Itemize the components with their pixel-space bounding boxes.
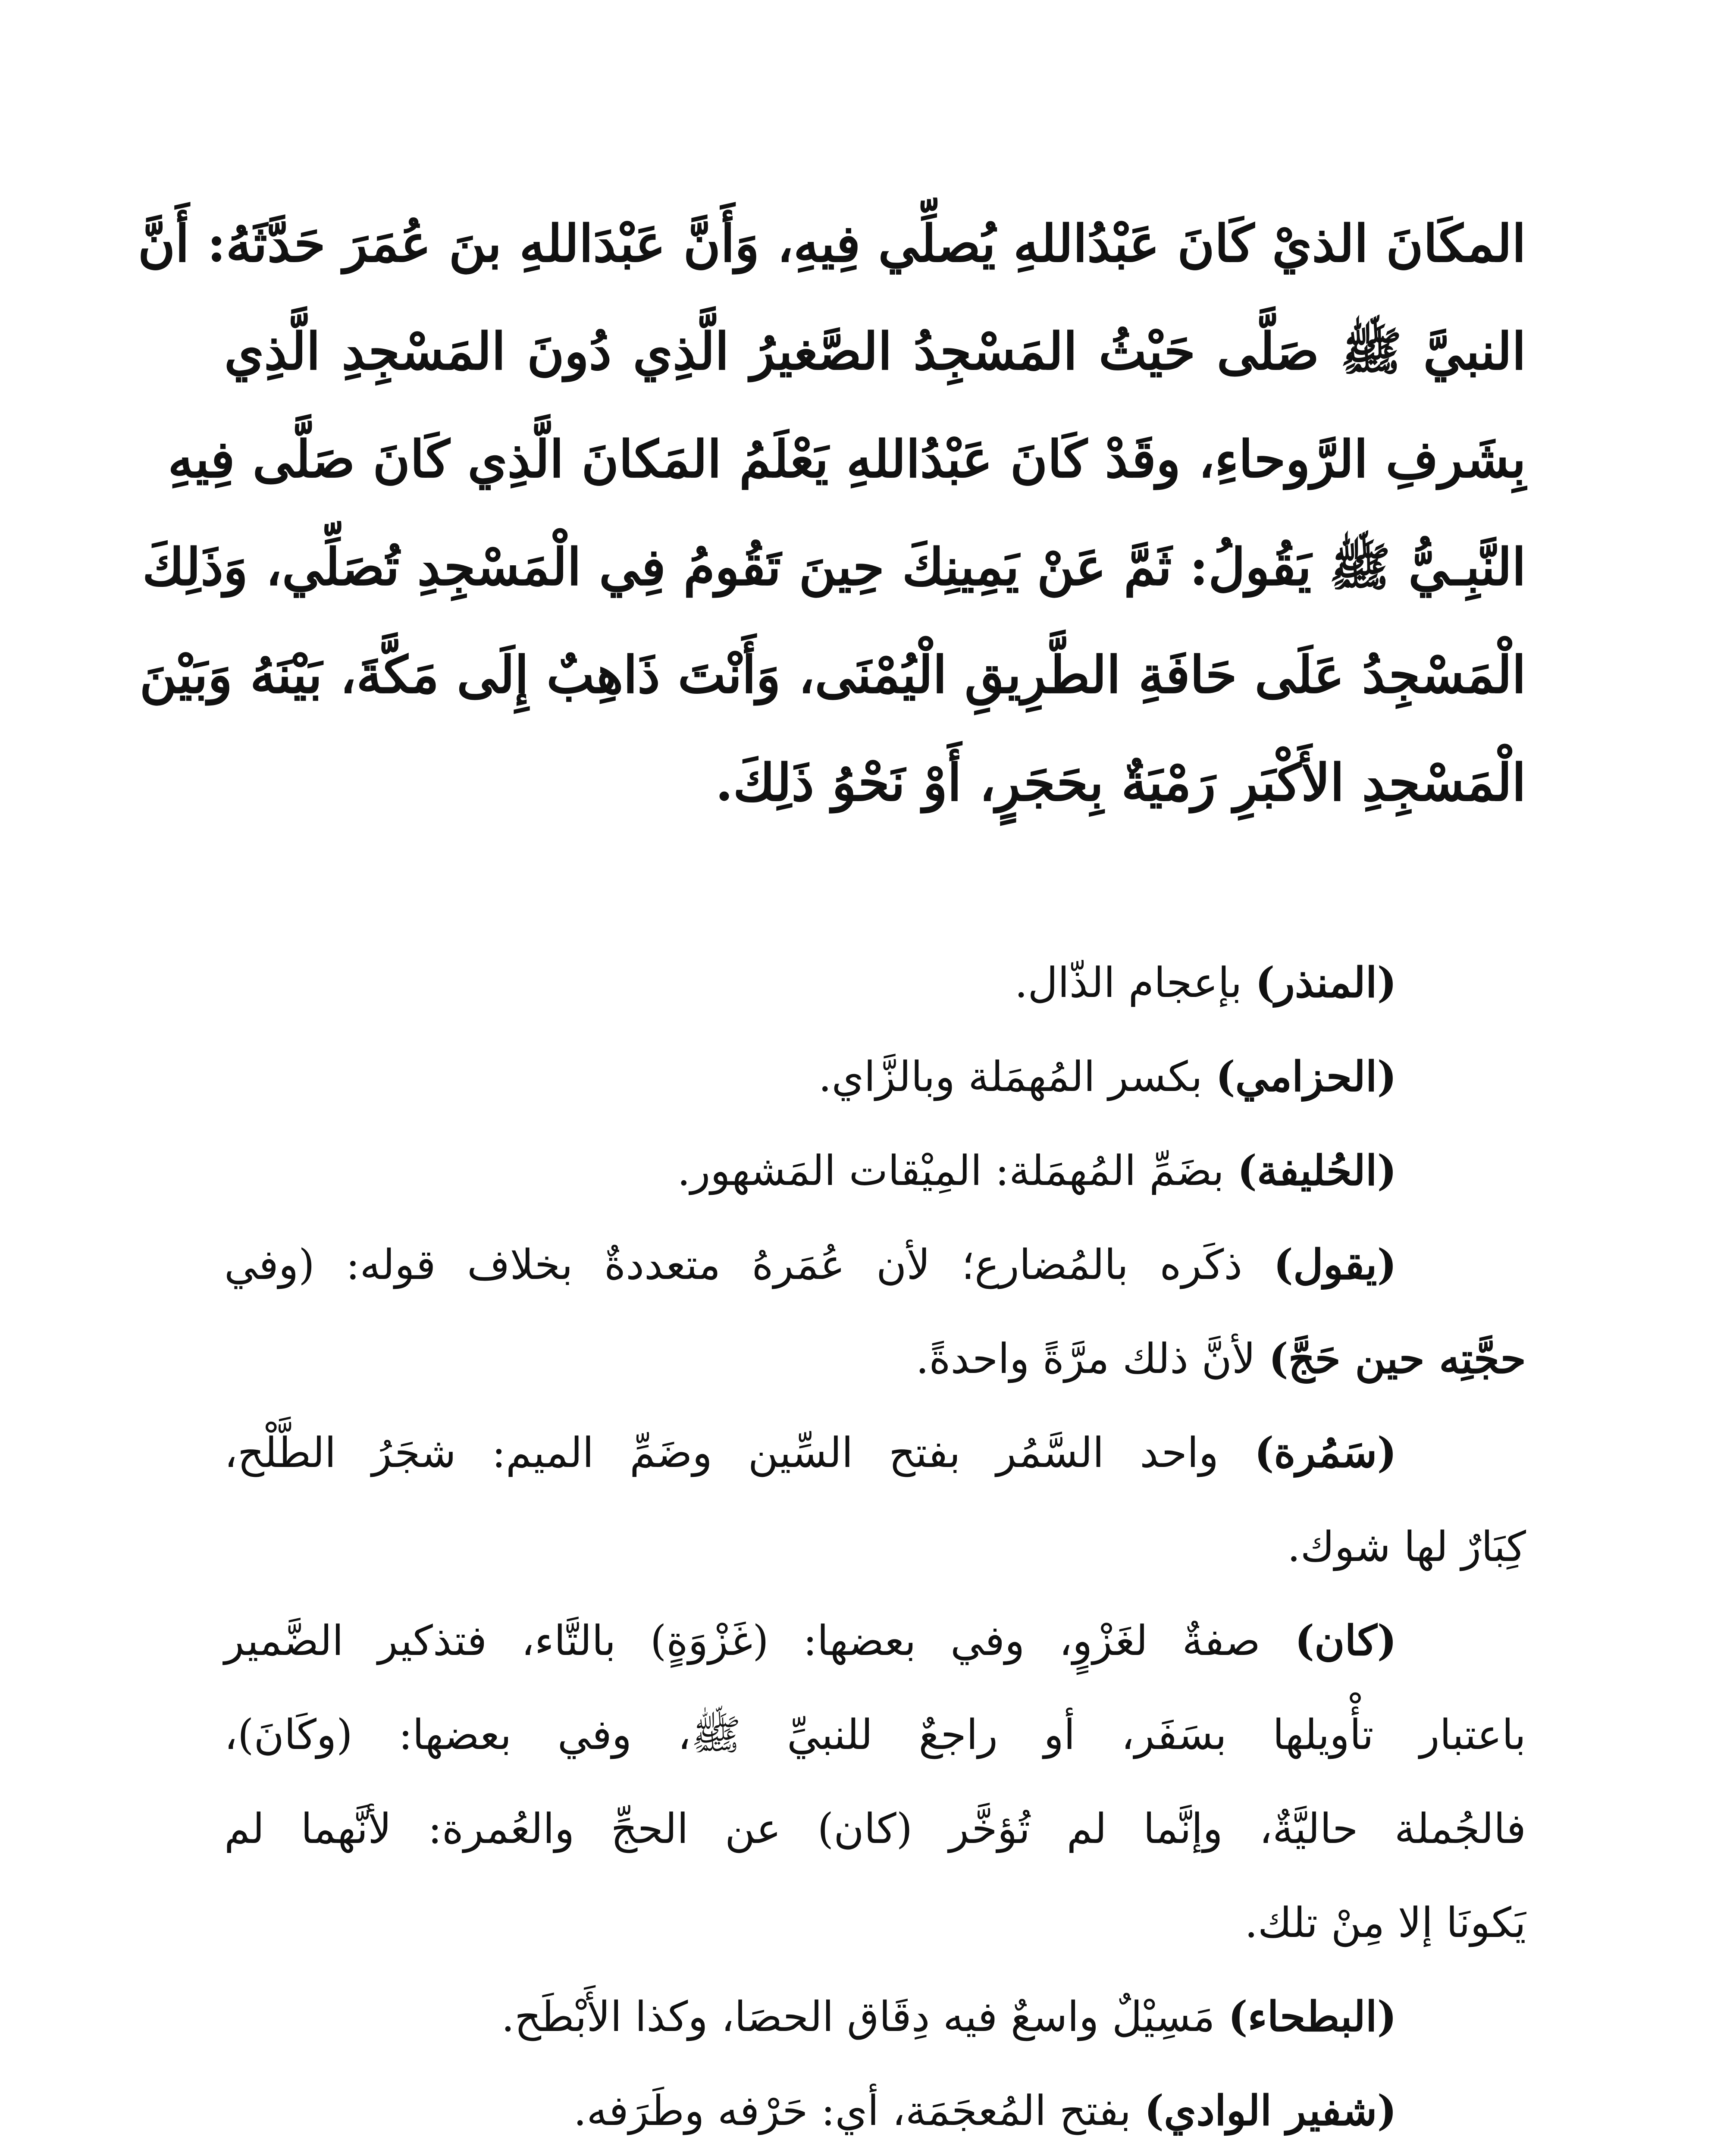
note-line — [224, 1688, 1526, 1782]
note-line — [224, 1782, 1526, 1876]
note-text: بضَمِّ المُهمَلة: المِيْقات المَشهور. — [677, 1147, 1238, 1195]
hadith-line: بِشَرفِ الرَّوحاءِ، وقَدْ كَانَ عَبْدُاللهِ يَعْلَمُ المَكانَ الَّذِي كَانَ صَلَّى فِيهِ — [168, 429, 1526, 489]
note-text: صفةٌ لغَزْوٍ، وفي بعضها: (غَزْوَةٍ) بالتَّاء، فتذكير الضَّمير — [224, 1617, 1295, 1665]
hadith-line: النبيَّ ﷺ صَلَّى حَيْثُ المَسْجِدُ الصَّغيرُ الَّذِي دُونَ المَسْجِدِ الَّذِي — [224, 321, 1526, 381]
note-term: (يقول) — [1273, 1240, 1397, 1289]
note-term: حجَّتِه حين حَجَّ) — [1269, 1334, 1526, 1383]
note-line — [224, 1218, 1526, 1312]
note-text: بفتح المُعجَمَة، أي: حَرْفه وطَرَفه. — [573, 2087, 1144, 2135]
note-term: (المنذر) — [1255, 958, 1397, 1007]
hadith-line: الْمَسْجِدُ عَلَى حَافَةِ الطَّرِيقِ الْيُمْنَى، وَأَنْتَ ذَاهِبٌ إِلَى مَكَّةَ، بَيْنَهُ وَبَيْنَ — [139, 645, 1526, 705]
note-text: فالجُملة حاليَّةٌ، وإنَّما لم تُؤخَّر (كان) عن الحجِّ والعُمرة: لأنَّهما لم — [224, 1805, 1526, 1853]
hadith-line: النَّبِـيُّ ﷺ يَقُولُ: ثَمَّ عَنْ يَمِينِكَ حِينَ تَقُومُ فِي الْمَسْجِدِ تُصَلِّي، وَذَلِكَ — [142, 537, 1526, 597]
note-text: بكسر المُهمَلة وبالزَّاي. — [818, 1053, 1216, 1101]
note-line — [224, 936, 1526, 1030]
note-text: يَكونَا إلا مِنْ تلك. — [1244, 1899, 1526, 1947]
note-term: (الحزامي) — [1216, 1052, 1397, 1101]
note-term: (شفير الوادي) — [1144, 2086, 1397, 2135]
note-term: (كان) — [1294, 1616, 1397, 1665]
note-line — [224, 1030, 1526, 1124]
note-line — [224, 1970, 1526, 2064]
note-line — [224, 1876, 1526, 1970]
note-text: واحد السَّمُر بفتح السِّين وضَمِّ الميم: شجَرُ الطَّلْح، — [224, 1429, 1254, 1477]
note-text: باعتبار تأْويلها بسَفَر، أو راجعٌ للنبيِّ ﷺ، وفي بعضها: (وكَانَ)، — [224, 1711, 1526, 1759]
note-line — [224, 1312, 1526, 1406]
note-text: مَسِيْلٌ واسعٌ فيه دِقَاق الحصَا، وكذا الأَبْطَح. — [501, 1993, 1228, 2041]
note-line — [224, 1406, 1526, 1500]
note-text: كِبَارٌ لها شوك. — [1287, 1523, 1526, 1571]
note-text: لأنَّ ذلك مرَّةً واحدةً. — [915, 1335, 1269, 1383]
note-term: (البطحاء) — [1228, 1992, 1397, 2041]
hadith-text-block — [138, 190, 1526, 837]
note-line — [224, 2064, 1526, 2156]
note-text: بإعجام الذّال. — [1014, 959, 1256, 1007]
note-line — [224, 1124, 1526, 1218]
hadith-line: الْمَسْجِدِ الأَكْبَرِ رَمْيَةٌ بِحَجَرٍ، أَوْ نَحْوُ ذَلِكَ. — [715, 752, 1526, 812]
note-line — [224, 1500, 1526, 1594]
commentary-notes — [224, 936, 1526, 2156]
note-text: ذكَره بالمُضارع؛ لأن عُمَرهُ متعددةٌ بخلاف قوله: (وفي — [224, 1241, 1274, 1289]
note-term: (سَمُرة) — [1254, 1428, 1397, 1477]
note-line — [224, 1594, 1526, 1688]
hadith-line: المكَانَ الذيْ كَانَ عَبْدُاللهِ يُصلِّي فِيهِ، وَأَنَّ عَبْدَاللهِ بنَ عُمَرَ حَدَّثَهُ: أَنَّ — [138, 213, 1526, 273]
note-term: (الحُليفة) — [1237, 1146, 1397, 1195]
